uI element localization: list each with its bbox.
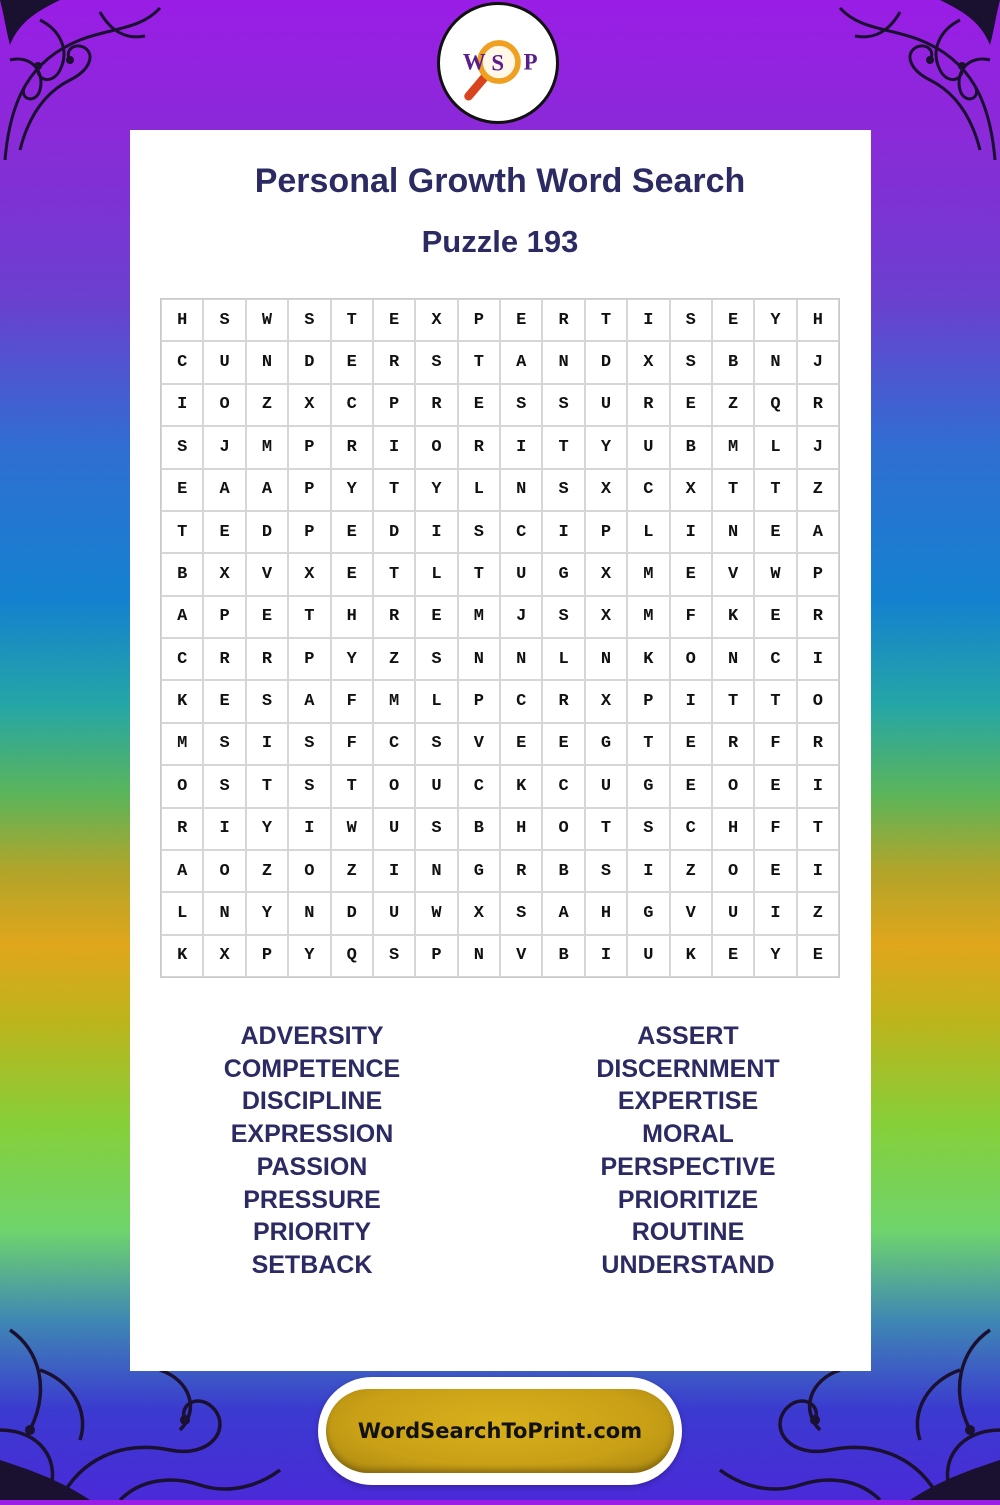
grid-cell[interactable]: N [458, 935, 500, 977]
grid-cell[interactable]: O [670, 638, 712, 680]
grid-cell[interactable]: T [797, 808, 839, 850]
grid-cell[interactable]: N [585, 638, 627, 680]
grid-cell[interactable]: W [415, 892, 457, 934]
grid-cell[interactable]: P [288, 511, 330, 553]
grid-cell[interactable]: U [373, 808, 415, 850]
grid-cell[interactable]: R [458, 426, 500, 468]
grid-cell[interactable]: E [670, 384, 712, 426]
grid-cell[interactable]: V [246, 553, 288, 595]
grid-cell[interactable]: L [415, 553, 457, 595]
site-logo[interactable] [437, 2, 559, 124]
grid-cell[interactable]: D [331, 892, 373, 934]
grid-cell[interactable]: X [585, 553, 627, 595]
grid-cell[interactable]: H [797, 299, 839, 341]
grid-cell[interactable]: E [458, 384, 500, 426]
grid-cell[interactable]: N [712, 511, 754, 553]
grid-cell[interactable]: T [288, 596, 330, 638]
grid-cell[interactable]: S [415, 341, 457, 383]
grid-cell[interactable]: V [500, 935, 542, 977]
grid-cell[interactable]: H [500, 808, 542, 850]
grid-cell[interactable]: U [373, 892, 415, 934]
grid-cell[interactable]: A [161, 850, 203, 892]
grid-cell[interactable]: C [500, 680, 542, 722]
grid-cell[interactable]: O [203, 384, 245, 426]
grid-cell[interactable]: O [712, 850, 754, 892]
grid-cell[interactable]: X [458, 892, 500, 934]
grid-cell[interactable]: O [415, 426, 457, 468]
grid-cell[interactable]: R [542, 680, 584, 722]
grid-cell[interactable]: E [246, 596, 288, 638]
grid-cell[interactable]: P [288, 638, 330, 680]
grid-cell[interactable]: K [627, 638, 669, 680]
grid-cell[interactable]: M [246, 426, 288, 468]
grid-cell[interactable]: R [797, 596, 839, 638]
grid-cell[interactable]: C [542, 765, 584, 807]
grid-cell[interactable]: D [585, 341, 627, 383]
grid-cell[interactable]: N [458, 638, 500, 680]
grid-cell[interactable]: Z [797, 469, 839, 511]
grid-cell[interactable]: E [203, 680, 245, 722]
page-title: Personal Growth Word Search [254, 162, 746, 200]
grid-cell[interactable]: P [458, 680, 500, 722]
grid-cell[interactable]: D [288, 341, 330, 383]
grid-cell[interactable]: Y [754, 299, 796, 341]
grid-cell[interactable]: Z [670, 850, 712, 892]
grid-cell[interactable]: U [712, 892, 754, 934]
grid-cell[interactable]: V [458, 723, 500, 765]
word-list-item: DISCIPLINE [241, 1087, 383, 1116]
word-list-item: EXPERTISE [617, 1087, 759, 1116]
grid-cell[interactable]: F [331, 680, 373, 722]
grid-cell[interactable]: Y [246, 808, 288, 850]
grid-cell[interactable]: D [246, 511, 288, 553]
grid-cell[interactable]: E [331, 341, 373, 383]
grid-cell[interactable]: Z [246, 384, 288, 426]
grid-cell[interactable]: S [458, 511, 500, 553]
grid-cell[interactable]: E [670, 723, 712, 765]
grid-cell[interactable]: I [373, 850, 415, 892]
word-list-item: PRIORITIZE [617, 1185, 759, 1214]
grid-cell[interactable]: R [373, 596, 415, 638]
word-list-item: PERSPECTIVE [600, 1152, 776, 1181]
grid-cell[interactable]: S [542, 469, 584, 511]
grid-cell[interactable]: E [500, 723, 542, 765]
grid-cell[interactable]: M [161, 723, 203, 765]
grid-cell[interactable]: E [670, 553, 712, 595]
grid-cell[interactable]: T [754, 469, 796, 511]
grid-cell[interactable]: I [754, 892, 796, 934]
grid-cell[interactable]: Y [415, 469, 457, 511]
grid-cell[interactable]: G [585, 723, 627, 765]
grid-cell[interactable]: R [415, 384, 457, 426]
word-list-item: PASSION [256, 1152, 368, 1181]
grid-cell[interactable]: K [161, 935, 203, 977]
grid-cell[interactable]: Z [246, 850, 288, 892]
logo-letter-p: P [523, 49, 538, 75]
grid-cell[interactable]: N [542, 341, 584, 383]
grid-cell[interactable]: N [415, 850, 457, 892]
grid-cell[interactable]: U [585, 765, 627, 807]
grid-cell[interactable]: P [246, 935, 288, 977]
grid-cell[interactable]: C [500, 511, 542, 553]
grid-cell[interactable]: S [203, 765, 245, 807]
grid-cell[interactable]: X [288, 553, 330, 595]
grid-cell[interactable]: C [331, 384, 373, 426]
grid-cell[interactable]: X [203, 553, 245, 595]
grid-cell[interactable]: I [627, 850, 669, 892]
grid-cell[interactable]: Y [331, 469, 373, 511]
grid-cell[interactable]: T [754, 680, 796, 722]
grid-cell[interactable]: X [670, 469, 712, 511]
grid-cell[interactable]: G [627, 765, 669, 807]
grid-cell[interactable]: K [712, 596, 754, 638]
grid-cell[interactable]: E [797, 935, 839, 977]
grid-cell[interactable]: A [542, 892, 584, 934]
grid-cell[interactable]: T [542, 426, 584, 468]
grid-cell[interactable]: E [203, 511, 245, 553]
grid-cell[interactable]: S [627, 808, 669, 850]
grid-cell[interactable]: N [246, 341, 288, 383]
word-list-item: COMPETENCE [223, 1054, 401, 1083]
site-link-button[interactable] [318, 1377, 682, 1485]
grid-cell[interactable]: C [161, 638, 203, 680]
grid-cell[interactable]: B [712, 341, 754, 383]
grid-cell[interactable]: E [670, 765, 712, 807]
grid-cell[interactable]: R [712, 723, 754, 765]
grid-cell[interactable]: M [712, 426, 754, 468]
grid-cell[interactable]: I [797, 765, 839, 807]
grid-cell[interactable]: L [627, 511, 669, 553]
grid-cell[interactable]: S [500, 892, 542, 934]
grid-cell[interactable]: I [500, 426, 542, 468]
grid-cell[interactable]: S [203, 299, 245, 341]
word-list-right [508, 1020, 868, 1282]
grid-cell[interactable]: P [458, 299, 500, 341]
grid-cell[interactable]: I [203, 808, 245, 850]
grid-cell[interactable]: P [288, 469, 330, 511]
grid-cell[interactable]: B [458, 808, 500, 850]
grid-cell[interactable]: E [415, 596, 457, 638]
word-list-item: PRIORITY [252, 1218, 372, 1247]
grid-cell[interactable]: B [542, 935, 584, 977]
grid-cell[interactable]: I [585, 935, 627, 977]
grid-cell[interactable]: A [500, 341, 542, 383]
grid-cell[interactable]: M [458, 596, 500, 638]
grid-cell[interactable]: H [712, 808, 754, 850]
grid-cell[interactable]: T [712, 680, 754, 722]
grid-cell[interactable]: E [754, 596, 796, 638]
site-link-pill [326, 1389, 674, 1473]
word-list-item: PRESSURE [243, 1185, 381, 1214]
word-list-item: ASSERT [637, 1022, 739, 1050]
grid-cell[interactable]: R [203, 638, 245, 680]
grid-cell[interactable]: Z [373, 638, 415, 680]
grid-cell[interactable]: H [585, 892, 627, 934]
grid-cell[interactable]: S [670, 341, 712, 383]
grid-cell[interactable]: C [627, 469, 669, 511]
grid-cell[interactable]: I [246, 723, 288, 765]
grid-cell[interactable]: D [373, 511, 415, 553]
grid-cell[interactable]: Z [331, 850, 373, 892]
grid-cell[interactable]: Z [712, 384, 754, 426]
grid-cell[interactable]: E [161, 469, 203, 511]
grid-cell[interactable]: T [627, 723, 669, 765]
grid-cell[interactable]: S [670, 299, 712, 341]
grid-cell[interactable]: W [754, 553, 796, 595]
grid-cell[interactable]: O [203, 850, 245, 892]
grid-cell[interactable]: M [627, 553, 669, 595]
grid-cell[interactable]: F [754, 808, 796, 850]
grid-cell[interactable]: C [670, 808, 712, 850]
grid-cell[interactable]: N [754, 341, 796, 383]
grid-cell[interactable]: X [288, 384, 330, 426]
grid-cell[interactable]: P [373, 384, 415, 426]
grid-cell[interactable]: U [415, 765, 457, 807]
grid-cell[interactable]: X [585, 469, 627, 511]
grid-cell[interactable]: X [585, 680, 627, 722]
grid-cell[interactable]: R [627, 384, 669, 426]
grid-cell[interactable]: T [585, 808, 627, 850]
grid-cell[interactable]: Y [246, 892, 288, 934]
grid-cell[interactable]: I [161, 384, 203, 426]
grid-cell[interactable]: A [797, 511, 839, 553]
word-list-item: SETBACK [251, 1250, 373, 1279]
grid-cell[interactable]: F [331, 723, 373, 765]
grid-cell[interactable]: R [542, 299, 584, 341]
grid-cell[interactable]: E [754, 511, 796, 553]
grid-cell[interactable]: K [500, 765, 542, 807]
grid-cell[interactable]: O [161, 765, 203, 807]
grid-cell[interactable]: M [627, 596, 669, 638]
grid-cell[interactable]: O [288, 850, 330, 892]
grid-cell[interactable]: X [203, 935, 245, 977]
grid-cell[interactable]: W [331, 808, 373, 850]
site-link-label: WordSearchToPrint.com [357, 1419, 643, 1443]
grid-cell[interactable]: Y [754, 935, 796, 977]
grid-cell[interactable]: I [542, 511, 584, 553]
grid-cell[interactable]: F [754, 723, 796, 765]
grid-cell[interactable]: L [542, 638, 584, 680]
grid-cell[interactable]: S [373, 935, 415, 977]
grid-cell[interactable]: P [585, 511, 627, 553]
puzzle-number: Puzzle 193 [421, 224, 579, 259]
grid-cell[interactable]: J [203, 426, 245, 468]
grid-cell[interactable]: A [161, 596, 203, 638]
word-list-left [132, 1020, 492, 1282]
grid-cell[interactable]: C [161, 341, 203, 383]
grid-cell[interactable]: P [203, 596, 245, 638]
grid-cell[interactable]: E [331, 553, 373, 595]
grid-cell[interactable]: O [797, 680, 839, 722]
grid-cell[interactable]: N [288, 892, 330, 934]
grid-cell[interactable]: S [203, 723, 245, 765]
word-list-item: MORAL [642, 1120, 734, 1149]
grid-cell[interactable]: T [458, 553, 500, 595]
grid-cell[interactable]: W [246, 299, 288, 341]
grid-cell[interactable]: Z [797, 892, 839, 934]
grid-cell[interactable]: T [712, 469, 754, 511]
grid-cell[interactable]: E [712, 935, 754, 977]
grid-cell[interactable]: T [161, 511, 203, 553]
grid-cell[interactable]: O [712, 765, 754, 807]
grid-cell[interactable]: S [288, 765, 330, 807]
grid-cell[interactable]: U [585, 384, 627, 426]
grid-cell[interactable]: Y [331, 638, 373, 680]
grid-cell[interactable]: Q [754, 384, 796, 426]
grid-cell[interactable]: N [500, 469, 542, 511]
grid-cell[interactable]: E [373, 299, 415, 341]
grid-cell[interactable]: R [797, 723, 839, 765]
grid-cell[interactable]: U [203, 341, 245, 383]
grid-cell[interactable]: E [542, 723, 584, 765]
grid-cell[interactable]: K [670, 935, 712, 977]
grid-cell[interactable]: E [754, 765, 796, 807]
grid-cell[interactable]: S [288, 723, 330, 765]
grid-cell[interactable]: T [585, 299, 627, 341]
grid-cell[interactable]: X [415, 299, 457, 341]
grid-cell[interactable]: N [203, 892, 245, 934]
grid-cell[interactable]: Y [288, 935, 330, 977]
grid-cell[interactable]: R [246, 638, 288, 680]
grid-cell[interactable]: A [288, 680, 330, 722]
grid-cell[interactable]: S [415, 723, 457, 765]
grid-cell[interactable]: E [331, 511, 373, 553]
grid-cell[interactable]: M [373, 680, 415, 722]
word-list-item: ROUTINE [631, 1218, 745, 1247]
magnifier-icon [440, 5, 556, 121]
grid-cell[interactable]: L [754, 426, 796, 468]
grid-cell[interactable]: S [288, 299, 330, 341]
grid-cell[interactable]: I [797, 638, 839, 680]
grid-cell[interactable]: S [246, 680, 288, 722]
grid-cell[interactable]: N [712, 638, 754, 680]
grid-cell[interactable]: F [670, 596, 712, 638]
grid-cell[interactable]: G [627, 892, 669, 934]
grid-cell[interactable]: B [542, 850, 584, 892]
grid-cell[interactable]: A [246, 469, 288, 511]
grid-cell[interactable]: K [161, 680, 203, 722]
grid-cell[interactable]: C [754, 638, 796, 680]
grid-cell[interactable]: I [627, 299, 669, 341]
grid-cell[interactable]: C [373, 723, 415, 765]
grid-cell[interactable]: U [500, 553, 542, 595]
grid-cell[interactable]: J [797, 426, 839, 468]
grid-cell[interactable]: P [288, 426, 330, 468]
word-list-item: UNDERSTAND [601, 1250, 775, 1279]
grid-cell[interactable]: E [754, 850, 796, 892]
grid-cell[interactable]: T [458, 341, 500, 383]
grid-cell[interactable]: L [161, 892, 203, 934]
grid-cell[interactable]: I [670, 511, 712, 553]
grid-cell[interactable]: X [585, 596, 627, 638]
grid-cell[interactable]: S [415, 638, 457, 680]
word-list-item: ADVERSITY [240, 1022, 384, 1050]
grid-cell[interactable]: T [373, 553, 415, 595]
grid-cell[interactable]: R [500, 850, 542, 892]
grid-cell[interactable]: U [627, 426, 669, 468]
logo-letter-w: W [462, 49, 486, 75]
grid-cell[interactable]: I [288, 808, 330, 850]
grid-cell[interactable]: S [585, 850, 627, 892]
grid-cell[interactable]: V [670, 892, 712, 934]
grid-cell[interactable]: B [670, 426, 712, 468]
grid-cell[interactable]: O [373, 765, 415, 807]
grid-cell[interactable]: T [331, 299, 373, 341]
grid-cell[interactable]: S [542, 384, 584, 426]
grid-cell[interactable]: X [627, 341, 669, 383]
grid-cell[interactable]: H [161, 299, 203, 341]
grid-cell[interactable]: R [161, 808, 203, 850]
grid-cell[interactable]: I [373, 426, 415, 468]
word-list-item: DISCERNMENT [596, 1054, 780, 1083]
grid-cell[interactable]: S [542, 596, 584, 638]
grid-cell[interactable]: Q [331, 935, 373, 977]
grid-cell[interactable]: P [627, 680, 669, 722]
grid-cell[interactable]: O [542, 808, 584, 850]
word-list-item: EXPRESSION [230, 1120, 394, 1149]
grid-cell[interactable]: L [415, 680, 457, 722]
grid-cell[interactable]: N [500, 638, 542, 680]
grid-cell[interactable]: U [627, 935, 669, 977]
grid-cell[interactable]: T [246, 765, 288, 807]
grid-cell[interactable]: P [797, 553, 839, 595]
grid-cell[interactable]: G [458, 850, 500, 892]
grid-cell[interactable]: E [500, 299, 542, 341]
grid-cell[interactable]: H [331, 596, 373, 638]
grid-cell[interactable]: T [373, 469, 415, 511]
grid-cell[interactable]: Y [585, 426, 627, 468]
grid-cell[interactable]: E [712, 299, 754, 341]
grid-cell[interactable]: A [203, 469, 245, 511]
grid-cell[interactable]: R [797, 384, 839, 426]
grid-cell[interactable]: V [712, 553, 754, 595]
grid-cell[interactable]: L [458, 469, 500, 511]
grid-cell[interactable]: S [415, 808, 457, 850]
grid-cell[interactable]: G [542, 553, 584, 595]
grid-cell[interactable]: S [161, 426, 203, 468]
grid-cell[interactable]: I [670, 680, 712, 722]
grid-cell[interactable]: B [161, 553, 203, 595]
grid-cell[interactable]: C [458, 765, 500, 807]
grid-cell[interactable]: R [331, 426, 373, 468]
grid-cell[interactable]: P [415, 935, 457, 977]
grid-cell[interactable]: J [500, 596, 542, 638]
letter-grid[interactable] [160, 298, 840, 978]
logo-letter-s: S [491, 50, 505, 76]
grid-cell[interactable]: I [797, 850, 839, 892]
grid-cell[interactable]: I [415, 511, 457, 553]
grid-cell[interactable]: R [373, 341, 415, 383]
grid-cell[interactable]: J [797, 341, 839, 383]
grid-cell[interactable]: T [331, 765, 373, 807]
grid-cell[interactable]: S [500, 384, 542, 426]
